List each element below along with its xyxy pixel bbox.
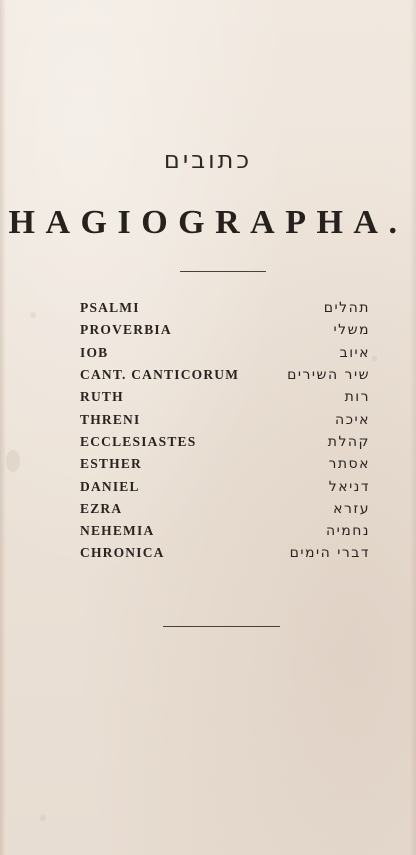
list-item (80, 431, 370, 453)
book-latin-name: CHRONICA (80, 545, 165, 561)
book-latin-name: EZRA (80, 500, 123, 516)
list-item (80, 453, 370, 475)
book-latin-name: RUTH (80, 389, 124, 405)
list-item (80, 386, 370, 408)
foxing-spot (6, 450, 20, 472)
list-item (80, 408, 370, 430)
foxing-spot (372, 356, 377, 361)
page-left-edge-shadow (0, 0, 6, 855)
book-hebrew-name: איוב (339, 344, 370, 361)
book-latin-name: PSALMI (80, 300, 140, 316)
list-item (80, 520, 370, 542)
book-latin-name: THRENI (80, 411, 141, 427)
book-hebrew-name: משלי (333, 322, 370, 339)
divider-rule-bottom (163, 626, 280, 627)
book-latin-name: ECCLESIASTES (80, 433, 197, 449)
book-latin-name: DANIEL (80, 478, 140, 494)
page-right-edge-shadow (410, 0, 416, 855)
list-item (80, 297, 370, 319)
foxing-spot (40, 815, 46, 821)
book-hebrew-name: קהלת (327, 433, 370, 450)
book-hebrew-name: דברי הימים (289, 545, 370, 562)
book-latin-name: CANT. CANTICORUM (80, 367, 240, 383)
foxing-spot (30, 312, 36, 318)
book-hebrew-name: נחמיה (325, 523, 370, 540)
book-hebrew-name: עזרא (333, 500, 370, 517)
book-latin-name: PROVERBIA (80, 322, 172, 338)
list-item (80, 498, 370, 520)
book-hebrew-name: איכה (334, 411, 370, 428)
book-list (80, 297, 370, 565)
book-latin-name: NEHEMIA (80, 523, 155, 539)
book-hebrew-name: שיר השירים (287, 367, 370, 384)
list-item (80, 342, 370, 364)
book-hebrew-name: אסתר (328, 456, 370, 473)
book-latin-name: IOB (80, 344, 109, 360)
hebrew-section-title: כתובים (163, 146, 253, 174)
list-item (80, 319, 370, 341)
page-title: HAGIOGRAPHA. (8, 204, 408, 241)
book-latin-name: ESTHER (80, 456, 142, 472)
divider-rule-top (180, 271, 266, 272)
book-hebrew-name: דניאל (328, 478, 370, 495)
book-hebrew-name: תהלים (323, 300, 370, 317)
list-item (80, 364, 370, 386)
list-item (80, 475, 370, 497)
list-item (80, 542, 370, 564)
book-hebrew-name: רות (344, 389, 370, 406)
